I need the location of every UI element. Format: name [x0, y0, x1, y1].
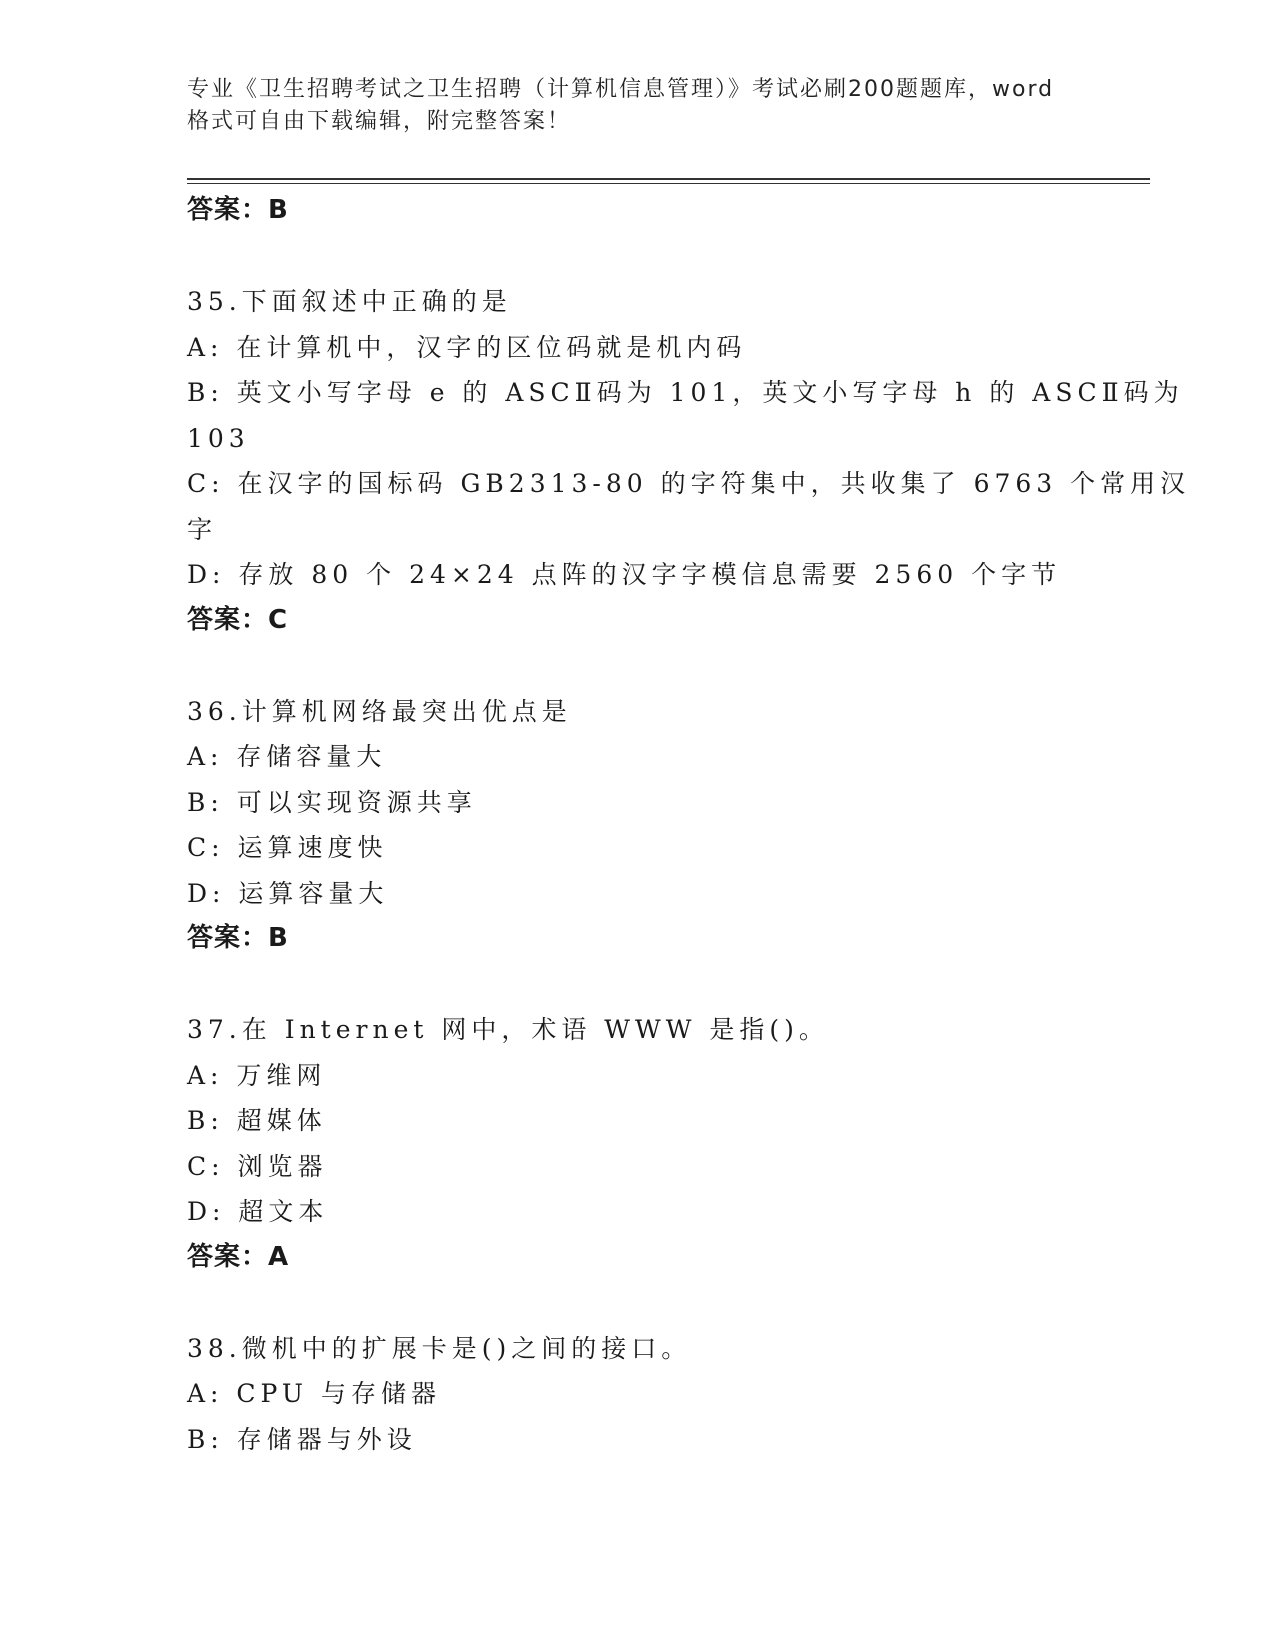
option-a: A: CPU 与存储器 [187, 1379, 441, 1408]
option-a: A: 在计算机中，汉字的区位码就是机内码 [187, 332, 747, 362]
option-c: C: 运算速度快 [187, 833, 388, 862]
question-35 [187, 279, 1191, 643]
option-a: A: 存储容量大 [187, 742, 387, 771]
spacer [187, 962, 1087, 1008]
question-stem: 36.计算机网络最突出优点是 [187, 696, 572, 726]
option-b: B: 超媒体 [187, 1106, 327, 1135]
option-c-continued: 字 [187, 514, 218, 544]
option-b: B: 英文小写字母 e 的 ASCⅡ码为 101，英文小写字母 h 的 ASCⅡ码为 [187, 378, 1184, 407]
header-line-1: 专业《卫生招聘考试之卫生招聘（计算机信息管理）》考试必刷200题题库，word [187, 77, 1055, 102]
option-d: D: 超文本 [187, 1197, 329, 1226]
question-stem: 38.微机中的扩展卡是()之间的接口。 [187, 1333, 692, 1363]
question-38 [187, 1326, 1087, 1463]
question-37 [187, 1007, 1087, 1280]
answer-34: 答案：B [187, 195, 289, 225]
option-d: D: 运算容量大 [187, 878, 389, 908]
question-list [187, 188, 1191, 1462]
document-header [187, 74, 1087, 138]
question-stem: 37.在 Internet 网中，术语 WWW 是指()。 [187, 1015, 829, 1044]
header-rule-thick [187, 178, 1150, 180]
option-d: D: 存放 80 个 24×24 点阵的汉字字模信息需要 2560 个字节 [187, 560, 1062, 589]
option-b-continued: 103 [187, 423, 250, 453]
header-line-2: 格式可自由下载编辑，附完整答案！ [187, 109, 572, 134]
option-b: B: 可以实现资源共享 [187, 787, 477, 817]
answer-35: 答案：C [187, 604, 289, 635]
header-rule-thin [187, 183, 1150, 184]
spacer [187, 643, 1087, 689]
answer-37: 答案：A [187, 1241, 290, 1272]
option-a: A: 万维网 [187, 1060, 327, 1090]
question-stem: 35.下面叙述中正确的是 [187, 287, 512, 316]
spacer [187, 234, 1087, 280]
question-36 [187, 689, 1087, 962]
option-c: C: 浏览器 [187, 1151, 328, 1181]
spacer [187, 1280, 1087, 1326]
answer-36: 答案：B [187, 923, 289, 953]
option-c: C: 在汉字的国标码 GB2313-80 的字符集中，共收集了 6763 个常用汉 [187, 469, 1191, 498]
option-b: B: 存储器与外设 [187, 1424, 417, 1454]
